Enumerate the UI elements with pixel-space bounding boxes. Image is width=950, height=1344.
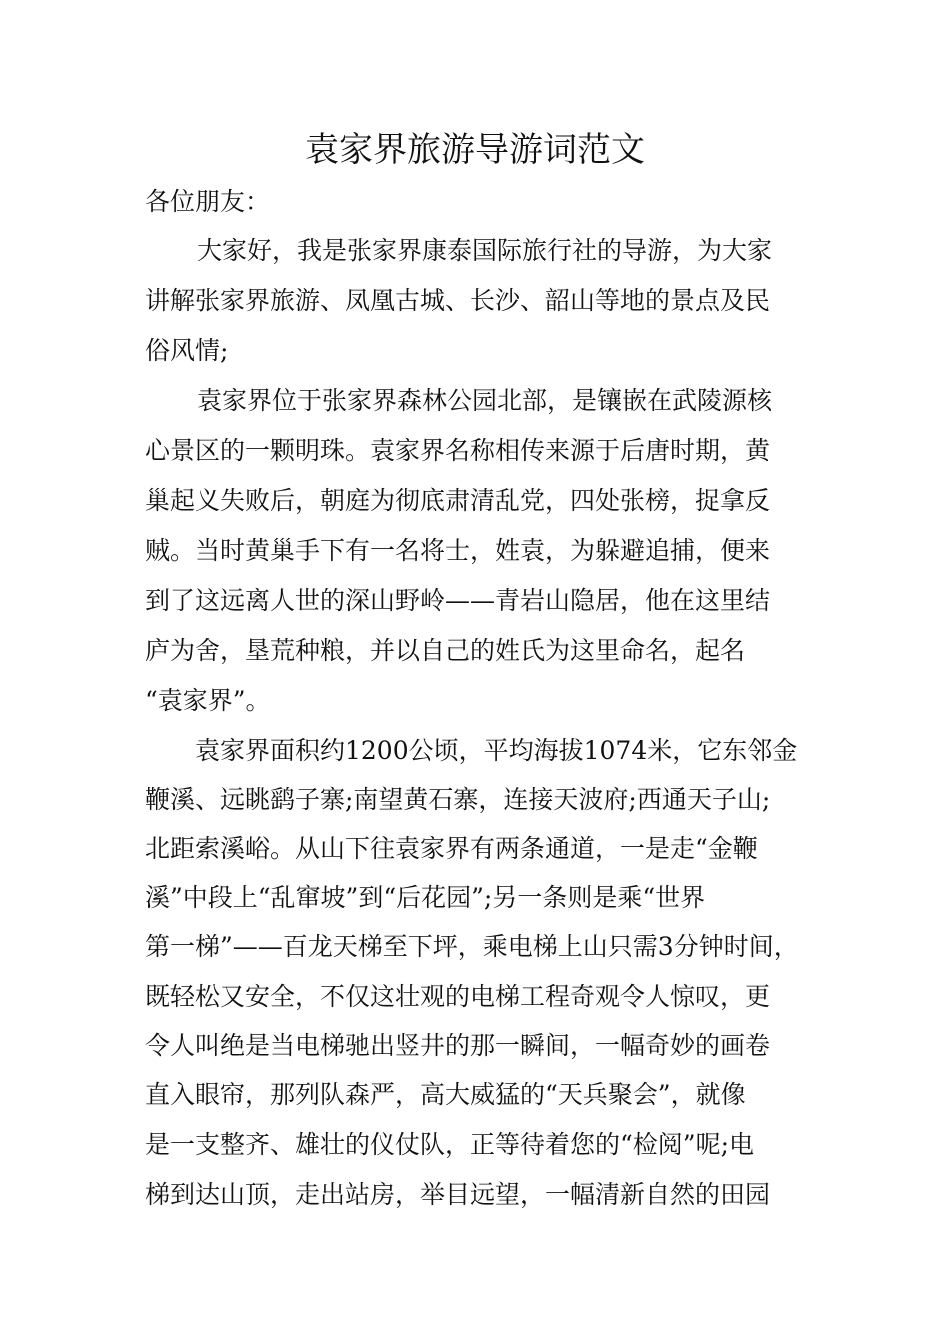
paragraph-line: 直入眼帘，那列队森严，高大威猛的“天兵聚会”，就像 <box>145 1080 746 1109</box>
paragraph-line: “袁家界”。 <box>145 686 271 715</box>
paragraph-line: 贼。当时黄巢手下有一名将士，姓袁，为躲避追捕，便来 <box>145 536 771 565</box>
greeting-line: 各位朋友： <box>145 187 271 216</box>
paragraph-line: 令人叫绝是当电梯驰出竖井的那一瞬间，一幅奇妙的画卷 <box>145 1031 771 1060</box>
paragraph-line: 是一支整齐、雄壮的仪仗队，正等待着您的“检阅”呢;电 <box>145 1130 754 1159</box>
paragraph-line: 袁家界面积约1200公顷，平均海拔1074米，它东邻金 <box>195 736 798 765</box>
paragraph-line: 到了这远离人世的深山野岭——青岩山隐居，他在这里结 <box>145 586 771 615</box>
document-title: 袁家界旅游导游词范文 <box>305 130 645 170</box>
paragraph-line: 梯到达山顶，走出站房，举目远望，一幅清新自然的田园 <box>145 1180 771 1209</box>
paragraph-line: 讲解张家界旅游、凤凰古城、长沙、韶山等地的景点及民 <box>145 286 771 315</box>
paragraph-line: 巢起义失败后，朝庭为彻底肃清乱党，四处张榜，捉拿反 <box>145 486 771 515</box>
paragraph-line: 鞭溪、远眺鹞子寨;南望黄石寨，连接天波府;西通天子山; <box>145 785 771 814</box>
paragraph-line: 俗风情; <box>145 336 229 365</box>
paragraph-line: 大家好，我是张家界康泰国际旅行社的导游，为大家 <box>197 236 773 265</box>
paragraph-line: 北距索溪峪。从山下往袁家界有两条通道，一是走“金鞭 <box>145 834 758 863</box>
paragraph-line: 袁家界位于张家界森林公园北部，是镶嵌在武陵源核 <box>197 386 773 415</box>
paragraph-line: 既轻松又安全，不仅这壮观的电梯工程奇观令人惊叹，更 <box>145 982 771 1011</box>
paragraph-line: 庐为舍，垦荒种粮，并以自己的姓氏为这里命名，起名 <box>145 636 746 665</box>
paragraph-line: 溪”中段上“乱窜坡”到“后花园”;另一条则是乘“世界 <box>145 883 706 912</box>
paragraph-line: 心景区的一颗明珠。袁家界名称相传来源于后唐时期，黄 <box>145 436 771 465</box>
paragraph-line: 第一梯”——百龙天梯至下坪，乘电梯上山只需3分钟时间， <box>145 932 799 961</box>
